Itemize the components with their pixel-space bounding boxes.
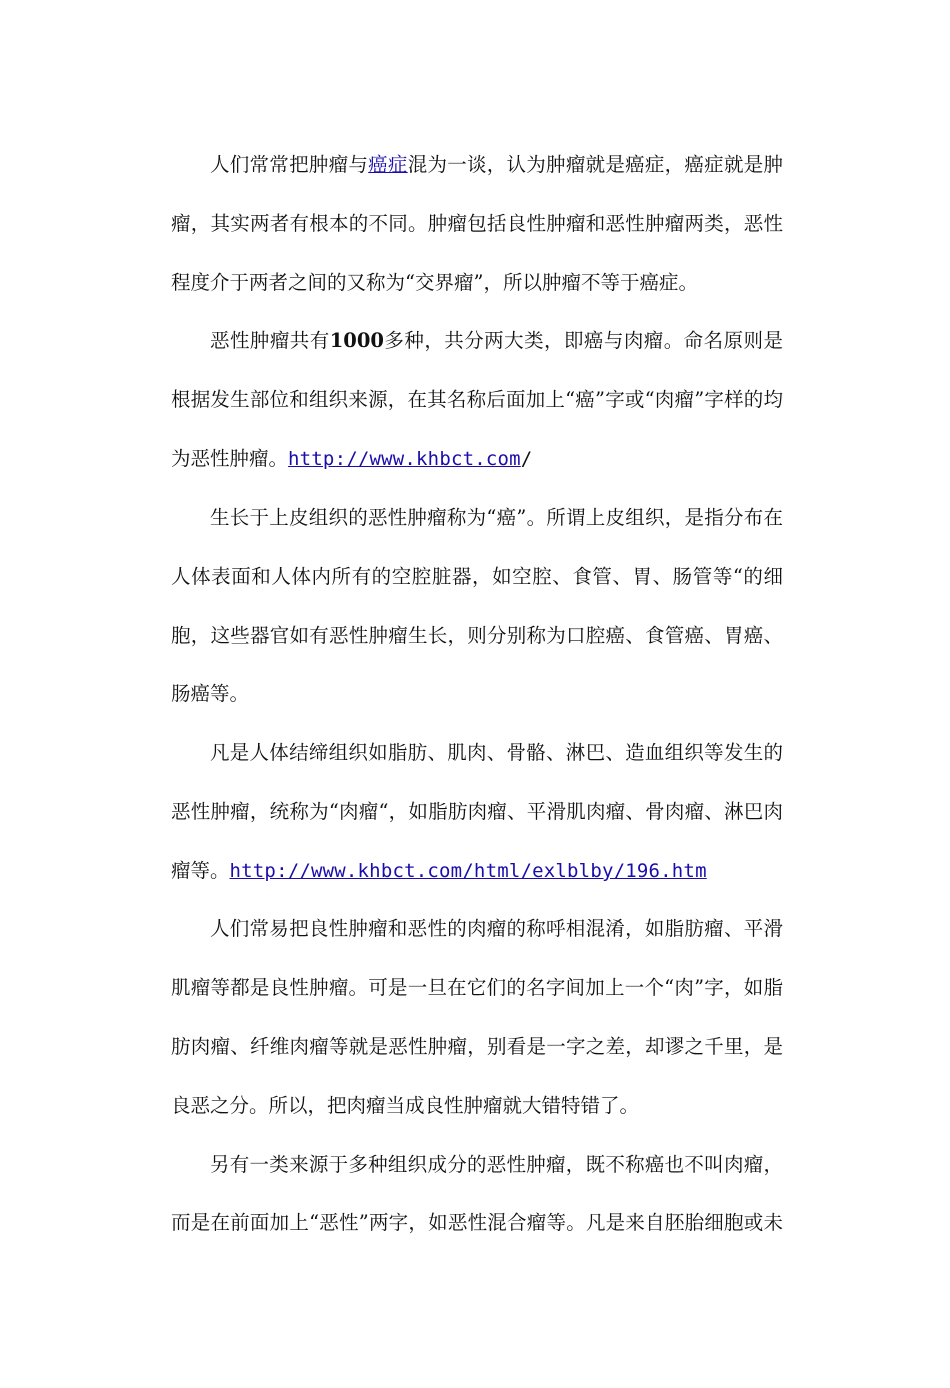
paragraph-5-line-1: 人们常易把良性肿瘤和恶性的肉瘤的称呼相混淆，如脂肪瘤、平滑 <box>210 917 783 940</box>
paragraph-3-line-3: 胞，这些器官如有恶性肿瘤生长，则分别称为口腔癌、食管癌、胃癌、 <box>171 624 783 647</box>
paragraph-6-line-2: 而是在前面加上“恶性”两字，如恶性混合瘤等。凡是来自胚胎细胞或未 <box>171 1211 783 1234</box>
paragraph-3-line-4: 肠癌等。 <box>171 682 250 705</box>
text: 恶性肿瘤共有 <box>210 329 330 352</box>
paragraph-5-line-2: 肌瘤等都是良性肿瘤。可是一旦在它们的名字间加上一个“肉”字，如脂 <box>171 976 783 999</box>
paragraph-2-line-3 <box>171 443 532 475</box>
link-cancer[interactable]: 癌症 <box>368 153 408 176</box>
paragraph-3-line-1: 生长于上皮组织的恶性肿瘤称为“癌”。所谓上皮组织，是指分布在 <box>210 506 783 529</box>
text: 混为一谈，认为肿瘤就是癌症，癌症就是肿 <box>407 153 783 176</box>
paragraph-2-line-2: 根据发生部位和组织来源，在其名称后面加上“癌”字或“肉瘤”字样的均 <box>171 388 783 411</box>
paragraph-4-line-1: 凡是人体结缔组织如脂肪、肌肉、骨骼、淋巴、造血组织等发生的 <box>210 741 783 764</box>
paragraph-1-line-1 <box>210 149 783 181</box>
text: / <box>520 448 533 470</box>
paragraph-3-line-2: 人体表面和人体内所有的空腔脏器，如空腔、食管、胃、肠管等“的细 <box>171 565 783 588</box>
link-khbct-home[interactable]: http://www.khbct.com <box>288 448 521 470</box>
paragraph-6-line-1: 另有一类来源于多种组织成分的恶性肿瘤，既不称癌也不叫肉瘤， <box>210 1153 783 1176</box>
bold-number: 1000 <box>329 329 384 352</box>
paragraph-5-line-3: 肪肉瘤、纤维肉瘤等就是恶性肿瘤，别看是一字之差，却谬之千里，是 <box>171 1035 783 1058</box>
text: 人们常常把肿瘤与 <box>210 153 369 176</box>
paragraph-4-line-2: 恶性肿瘤，统称为“肉瘤“，如脂肪肉瘤、平滑肌肉瘤、骨肉瘤、淋巴肉 <box>171 800 783 823</box>
paragraph-4-line-3 <box>171 855 707 887</box>
text: 瘤等。 <box>171 859 230 882</box>
paragraph-1-line-3: 程度介于两者之间的又称为“交界瘤”，所以肿瘤不等于癌症。 <box>171 271 698 294</box>
paragraph-5-line-4: 良恶之分。所以，把肉瘤当成良性肿瘤就大错特错了。 <box>171 1094 640 1117</box>
text: 多种，共分两大类，即癌与肉瘤。命名原则是 <box>383 329 783 352</box>
link-khbct-article[interactable]: http://www.khbct.com/html/exlblby/196.htm <box>229 860 707 882</box>
paragraph-1-line-2: 瘤，其实两者有根本的不同。肿瘤包括良性肿瘤和恶性肿瘤两类，恶性 <box>171 212 783 235</box>
paragraph-2-line-1 <box>210 325 783 357</box>
text: 为恶性肿瘤。 <box>171 447 289 470</box>
